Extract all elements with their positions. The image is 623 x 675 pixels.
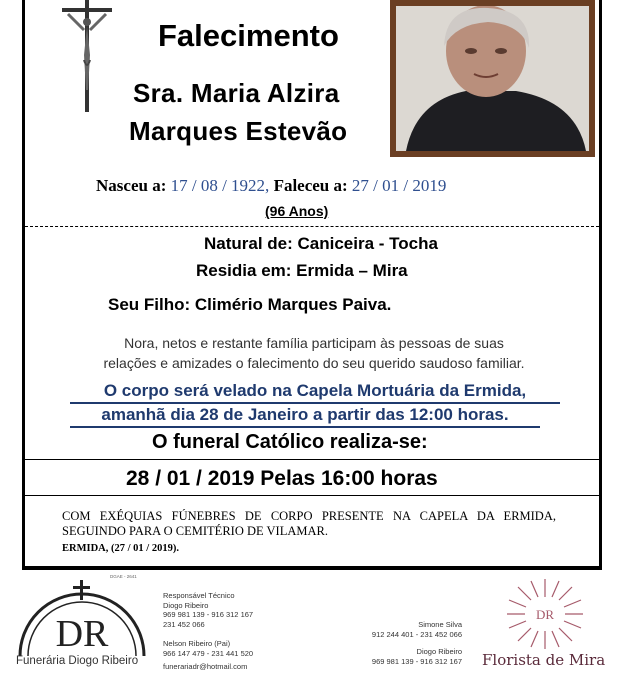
funeral-heading: O funeral Católico realiza-se: xyxy=(152,431,428,453)
page-title: Falecimento xyxy=(158,18,339,53)
contact-nelson xyxy=(163,639,253,658)
wake-line2: amanhã dia 28 de Janeiro a partir das 12:00 horas. xyxy=(70,404,540,428)
simone-name: Simone Silva xyxy=(418,620,462,629)
seu-filho: Seu Filho: Climério Marques Paiva. xyxy=(108,295,392,314)
born-date: 17 / 08 / 1922, xyxy=(170,176,270,195)
contact-simone xyxy=(362,620,462,639)
age: (96 Anos) xyxy=(265,203,329,219)
contact-email[interactable]: funerariadr@hotmail.com xyxy=(163,662,248,671)
funeraria-name: Funerária Diogo Ribeiro xyxy=(16,655,139,667)
dashed-divider xyxy=(25,226,599,227)
funeraria-logo-letters: DR xyxy=(55,613,109,655)
responsavel-phone2: 231 452 066 xyxy=(163,619,205,629)
wake-line1: O corpo será velado na Capela Mortuária da Ermida, xyxy=(70,380,560,404)
diogo-name: Diogo Ribeiro xyxy=(416,647,462,656)
license-code: DGAE - 2641 xyxy=(110,574,137,579)
died-label: Faleceu a: xyxy=(273,176,348,195)
died-date: 27 / 01 / 2019 xyxy=(351,176,447,195)
exequias-text: COM EXÉQUIAS FÚNEBRES DE CORPO PRESENTE NA CAPELA DA ERMIDA, SEGUINDO PARA O CEMITÉRIO DE VILAMAR. xyxy=(62,509,556,538)
natural-de: Natural de: Caniceira - Tocha xyxy=(204,234,438,253)
funeral-datetime: 28 / 01 / 2019 Pelas 16:00 horas xyxy=(126,467,438,490)
dates-line xyxy=(96,176,446,196)
florista-logo xyxy=(501,575,589,653)
born-label: Nasceu a: xyxy=(96,176,167,195)
contact-diogo xyxy=(362,647,462,666)
notice-line1: Nora, netos e restante família participam às pessoas de suas xyxy=(124,335,504,351)
place-date: ERMIDA, (27 / 01 / 2019). xyxy=(62,543,179,554)
responsavel-label: Responsável Técnico xyxy=(163,591,235,600)
deceased-photo xyxy=(390,0,595,157)
wake-info xyxy=(70,380,560,428)
simone-phones: 912 244 401 - 231 452 066 xyxy=(371,629,462,639)
nelson-name: Nelson Ribeiro (Pai) xyxy=(163,639,231,648)
responsavel-name: Diogo Ribeiro xyxy=(163,600,209,610)
florista-logo-letters: DR xyxy=(535,607,555,622)
deceased-name-line2: Marques Estevão xyxy=(129,116,348,146)
portrait-image xyxy=(396,6,589,151)
responsavel-phones: 969 981 139 - 916 312 167 xyxy=(163,610,254,619)
residia-em: Residia em: Ermida – Mira xyxy=(196,261,408,280)
divider-bottom xyxy=(25,495,599,496)
crucifix-icon xyxy=(62,0,112,112)
contact-responsavel xyxy=(163,591,253,629)
diogo-phones: 969 981 139 - 916 312 167 xyxy=(371,656,462,666)
divider-top xyxy=(25,459,599,460)
family-notice xyxy=(40,333,588,373)
nelson-phones: 966 147 479 - 231 441 520 xyxy=(163,648,254,658)
deceased-name-line1: Sra. Maria Alzira xyxy=(133,78,340,108)
notice-line2: relações e amizades o falecimento do seu querido saudoso familiar. xyxy=(103,355,525,371)
florista-name: Florista de Mira xyxy=(482,651,606,669)
